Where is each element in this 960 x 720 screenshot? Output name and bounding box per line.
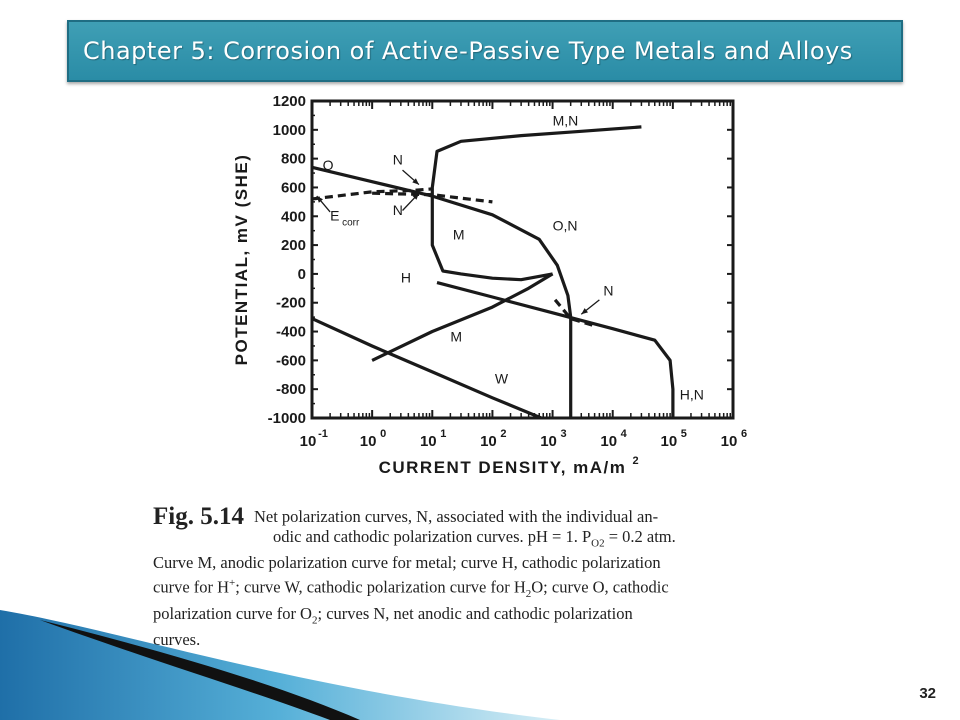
curve-label-hn: H,N [679,386,704,403]
caption-line-1: Net polarization curves, N, associated with the individual an- [253,507,659,526]
x-tick-label: 10 [600,433,618,450]
x-tick-exponent: -1 [318,428,328,440]
caption-sub-2a: 2 [525,588,532,601]
caption-sup-plus: + [229,577,236,590]
x-tick-exponent: 2 [500,428,507,440]
curve-h-n [437,283,673,418]
y-tick-label: -600 [275,352,306,370]
curve-m-anodic-active [372,274,552,361]
y-axis-label: POTENTIAL, mV (SHE) [232,153,251,366]
curve-label-w: W [494,370,509,387]
y-tick-label: -400 [275,323,306,341]
x-tick-exponent: 3 [560,428,567,440]
slide-title: Chapter 5: Corrosion of Active-Passive Type Metals and Alloys [83,37,853,65]
caption-sub-o2: O2 [591,537,605,550]
caption-line-4-end: O; curve O, cathodic [531,577,669,597]
x-tick-exponent: 0 [380,428,387,440]
y-tick-label: 800 [280,150,306,168]
curve-label-mn: M,N [552,112,579,129]
caption-line-2-end: = 0.2 atm. [604,527,676,546]
x-tick-exponent: 6 [740,428,748,440]
caption-line-6: curves. [153,630,201,650]
caption-sub-2b: 2 [311,614,318,627]
curve-label-h: H [400,269,411,286]
caption-line-2: odic and cathodic polarization curves. pH = 1. P [273,527,592,546]
x-tick-label: 10 [720,433,738,450]
curve-label-on: O,N [552,217,578,234]
curve-m-anodic-passive [432,127,641,280]
curve-label-ecorr-sub: corr [342,217,360,229]
polarization-chart [225,92,765,487]
curve-label-o: O [322,157,334,174]
caption-line-5: polarization curve for O [153,604,312,624]
y-tick-label: -800 [275,381,306,399]
x-axis-label-sup: 2 [632,455,639,467]
x-tick-label: 10 [660,433,678,450]
y-tick-label: 200 [280,237,306,255]
y-tick-label: 0 [297,265,306,283]
curve-o-n [312,167,571,418]
curve-label-m1: M [452,226,465,243]
y-tick-label: 1000 [272,121,306,139]
y-tick-label: 400 [280,208,306,226]
x-axis-label: CURRENT DENSITY, mA/m [378,458,627,477]
y-tick-label: -1000 [267,410,306,427]
page-number: 32 [919,685,936,702]
y-tick-label: 600 [280,179,306,197]
y-tick-label: 1200 [272,93,306,110]
curve-label-ecorr: E [330,207,340,224]
title-bar [67,20,903,82]
curve-label-n3: N [603,282,614,299]
caption-line-4: curve for H [153,577,230,597]
curve-label-n1: N [392,151,403,168]
x-tick-label: 10 [540,433,557,450]
x-tick-label: 10 [359,433,377,450]
x-tick-exponent: 4 [620,428,627,440]
caption-line-5-end: ; curves N, net anodic and cathodic polarization [317,604,633,624]
x-tick-exponent: 5 [680,428,687,440]
swoosh-band [0,610,560,720]
decorative-swoosh [0,590,560,720]
caption-line-3: Curve M, anodic polarization curve for metal; curve H, cathodic polarization [153,553,661,573]
caption-line-4-mid: ; curve W, cathodic polarization curve for H [235,577,526,597]
x-tick-label: 10 [480,433,497,450]
y-tick-label: -200 [275,294,306,312]
curve-label-m2: M [450,328,463,345]
x-tick-label: 10 [419,433,437,450]
figure-label: Fig. 5.14 [153,503,244,530]
x-tick-label: 10 [299,433,317,450]
curve-label-n2: N [392,201,403,218]
x-tick-exponent: 1 [440,428,447,440]
